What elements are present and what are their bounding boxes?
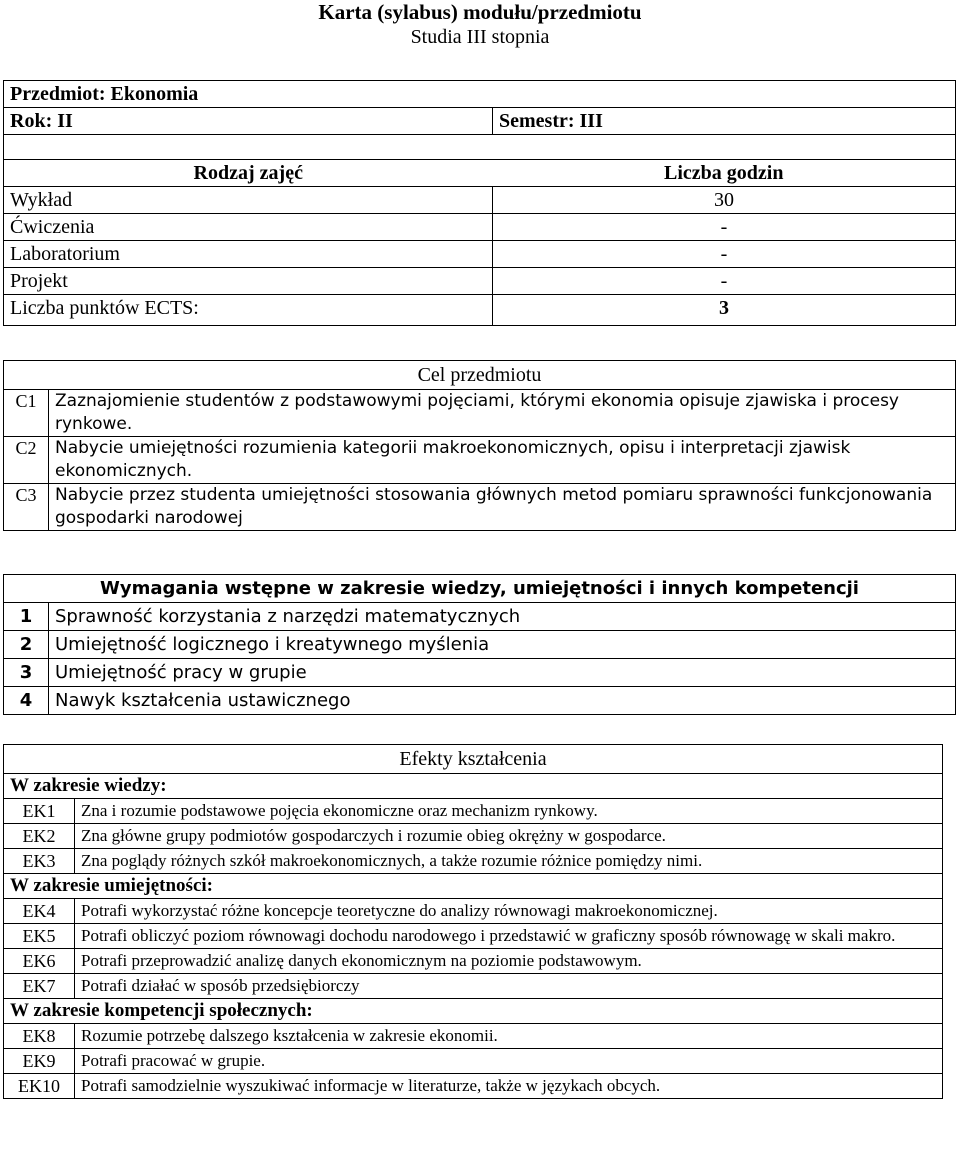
requirement-code: 1: [4, 603, 49, 631]
goals-heading: Cel przedmiotu: [4, 361, 956, 390]
outcome-text: Potrafi działać w sposób przedsiębiorczy: [75, 974, 943, 999]
class-hours: -: [493, 268, 956, 295]
outcome-text: Potrafi obliczyć poziom równowagi dochodu narodowego i przedstawić w graficzny sposób równowagę w skali makro.: [75, 924, 943, 949]
outcome-code: EK6: [4, 949, 75, 974]
requirement-code: 4: [4, 687, 49, 715]
goal-text: Nabycie umiejętności rozumienia kategorii makroekonomicznych, opisu i interpretacji zjawisk ekonomicznych.: [49, 437, 956, 484]
outcome-text: Potrafi samodzielnie wyszukiwać informacje w literaturze, także w językach obcych.: [75, 1074, 943, 1099]
goals-table: [3, 360, 956, 531]
outcome-code: EK4: [4, 899, 75, 924]
requirements-table: [3, 574, 956, 715]
semester: Semestr: III: [493, 108, 956, 135]
requirement-text: Umiejętność logicznego i kreatywnego myślenia: [49, 631, 956, 659]
class-type: Wykład: [4, 187, 493, 214]
outcomes-section-title: W zakresie umiejętności:: [4, 874, 943, 899]
ects-label: Liczba punktów ECTS:: [4, 295, 493, 326]
outcome-text: Potrafi przeprowadzić analizę danych ekonomicznym na poziomie podstawowym.: [75, 949, 943, 974]
class-hours: 30: [493, 187, 956, 214]
outcome-text: Rozumie potrzebę dalszego kształcenia w zakresie ekonomii.: [75, 1024, 943, 1049]
outcomes-section-title: W zakresie wiedzy:: [4, 774, 943, 799]
outcome-code: EK9: [4, 1049, 75, 1074]
outcome-text: Zna i rozumie podstawowe pojęcia ekonomiczne oraz mechanizm rynkowy.: [75, 799, 943, 824]
requirement-text: Nawyk kształcenia ustawicznego: [49, 687, 956, 715]
document-header: [0, 0, 960, 50]
outcome-code: EK8: [4, 1024, 75, 1049]
outcome-text: Zna poglądy różnych szkół makroekonomicznych, a także rozumie różnice pomiędzy nimi.: [75, 849, 943, 874]
class-hours: -: [493, 214, 956, 241]
class-type: Ćwiczenia: [4, 214, 493, 241]
class-type: Projekt: [4, 268, 493, 295]
requirements-heading: Wymagania wstępne w zakresie wiedzy, umiejętności i innych kompetencji: [4, 575, 956, 603]
outcomes-section-title: W zakresie kompetencji społecznych:: [4, 999, 943, 1024]
outcome-code: EK3: [4, 849, 75, 874]
document-subtitle: Studia III stopnia: [410, 26, 550, 48]
outcome-text: Potrafi pracować w grupie.: [75, 1049, 943, 1074]
class-type: Laboratorium: [4, 241, 493, 268]
class-hours: -: [493, 241, 956, 268]
requirement-code: 3: [4, 659, 49, 687]
requirement-code: 2: [4, 631, 49, 659]
outcome-code: EK5: [4, 924, 75, 949]
goal-text: Zaznajomienie studentów z podstawowymi pojęciami, którymi ekonomia opisuje zjawiska i procesy rynkowe.: [49, 390, 956, 437]
outcome-code: EK10: [4, 1074, 75, 1099]
subject-name: Przedmiot: Ekonomia: [4, 81, 956, 108]
outcome-code: EK1: [4, 799, 75, 824]
goal-code: C1: [4, 390, 49, 437]
requirement-text: Sprawność korzystania z narzędzi matematycznych: [49, 603, 956, 631]
col-class-type: Rodzaj zajęć: [4, 160, 493, 187]
empty-row: [4, 135, 956, 160]
goal-code: C3: [4, 484, 49, 531]
outcome-code: EK2: [4, 824, 75, 849]
ects-value: 3: [493, 295, 956, 326]
outcome-text: Zna główne grupy podmiotów gospodarczych i rozumie obieg okrężny w gospodarce.: [75, 824, 943, 849]
outcome-text: Potrafi wykorzystać różne koncepcje teoretyczne do analizy równowagi makroekonomicznej.: [75, 899, 943, 924]
outcome-code: EK7: [4, 974, 75, 999]
outcomes-heading: Efekty kształcenia: [4, 745, 943, 774]
col-hours: Liczba godzin: [493, 160, 956, 187]
document-title: Karta (sylabus) modułu/przedmiotu: [318, 0, 642, 24]
goal-text: Nabycie przez studenta umiejętności stosowania głównych metod pomiaru sprawności funkcjonowania gospodarki narodowej: [49, 484, 956, 531]
outcomes-table: [3, 744, 943, 1099]
subject-info-table: [3, 80, 956, 326]
requirement-text: Umiejętność pracy w grupie: [49, 659, 956, 687]
goal-code: C2: [4, 437, 49, 484]
study-year: Rok: II: [4, 108, 493, 135]
